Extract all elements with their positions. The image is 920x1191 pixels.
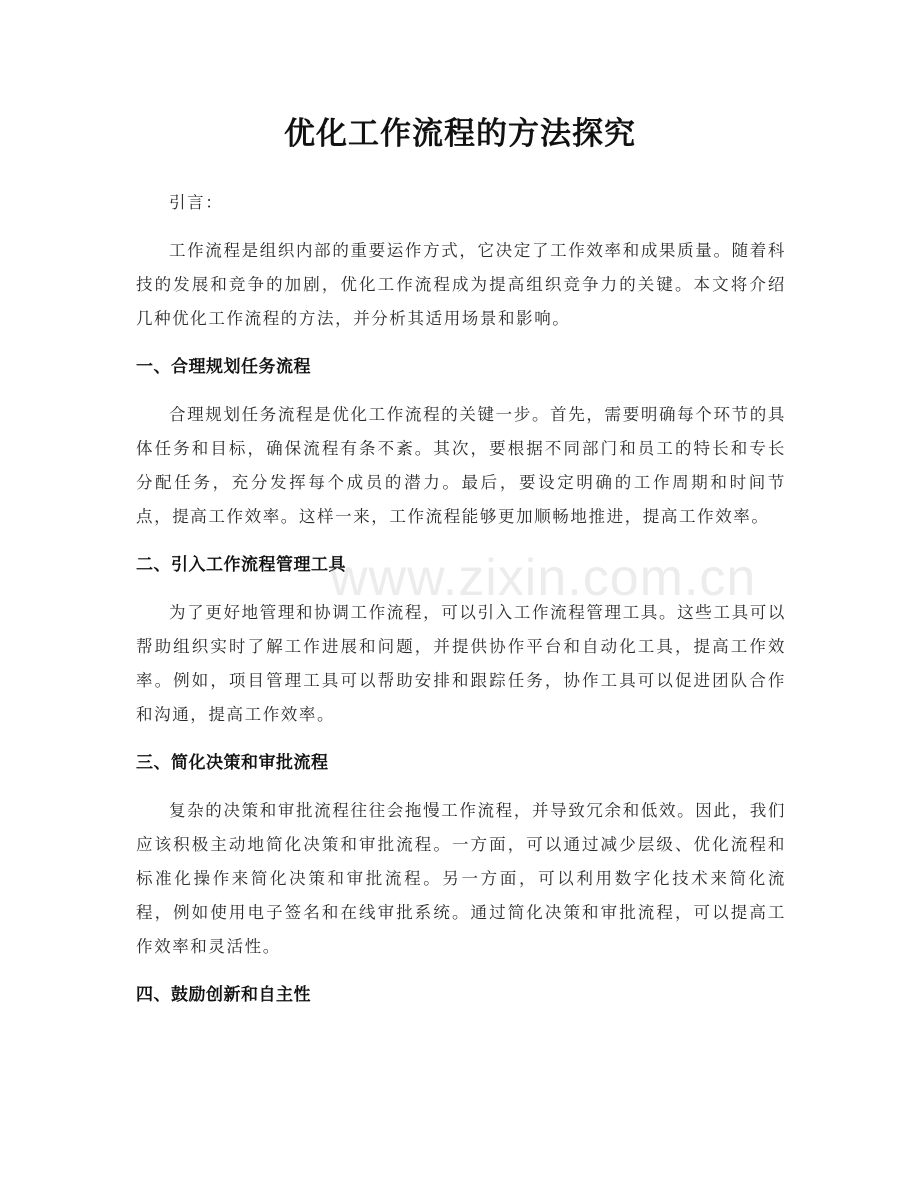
page-title: 优化工作流程的方法探究	[284, 116, 636, 152]
section-heading-1: 一、合理规划任务流程	[136, 357, 311, 377]
section-heading-2: 二、引入工作流程管理工具	[136, 555, 346, 575]
section-paragraph-3: 复杂的决策和审批流程往往会拖慢工作流程，并导致冗余和低效。因此，我们应该积极主动地简化决策和审批流程。一方面，可以通过减少层级、优化流程和标准化操作来简化决策和审批流程。另一方面，可以利用数字化技术来简化流程，例如使用电子签名和在线审批系统。通过简化决策和审批流程，可以提高工作效率和灵活性。	[136, 801, 786, 956]
intro-label: 引言：	[169, 193, 224, 212]
document-body	[136, 186, 786, 1026]
section-heading-3: 三、简化决策和审批流程	[136, 753, 329, 773]
section-paragraph-2: 为了更好地管理和协调工作流程，可以引入工作流程管理工具。这些工具可以帮助组织实时了解工作进展和问题，并提供协作平台和自动化工具，提高工作效率。例如，项目管理工具可以帮助安排和跟踪任务，协作工具可以促进团队合作和沟通，提高工作效率。	[136, 603, 786, 724]
section-paragraph-1: 合理规划任务流程是优化工作流程的关键一步。首先，需要明确每个环节的具体任务和目标，确保流程有条不紊。其次，要根据不同部门和员工的特长和专长分配任务，充分发挥每个成员的潜力。最后，要设定明确的工作周期和时间节点，提高工作效率。这样一来，工作流程能够更加顺畅地推进，提高工作效率。	[136, 405, 786, 526]
watermark: www.zixin.com.cn	[330, 549, 757, 607]
section-heading-4: 四、鼓励创新和自主性	[136, 985, 311, 1005]
intro-paragraph: 工作流程是组织内部的重要运作方式，它决定了工作效率和成果质量。随着科技的发展和竞争的加剧，优化工作流程成为提高组织竞争力的关键。本文将介绍几种优化工作流程的方法，并分析其适用场景和影响。	[136, 241, 786, 328]
